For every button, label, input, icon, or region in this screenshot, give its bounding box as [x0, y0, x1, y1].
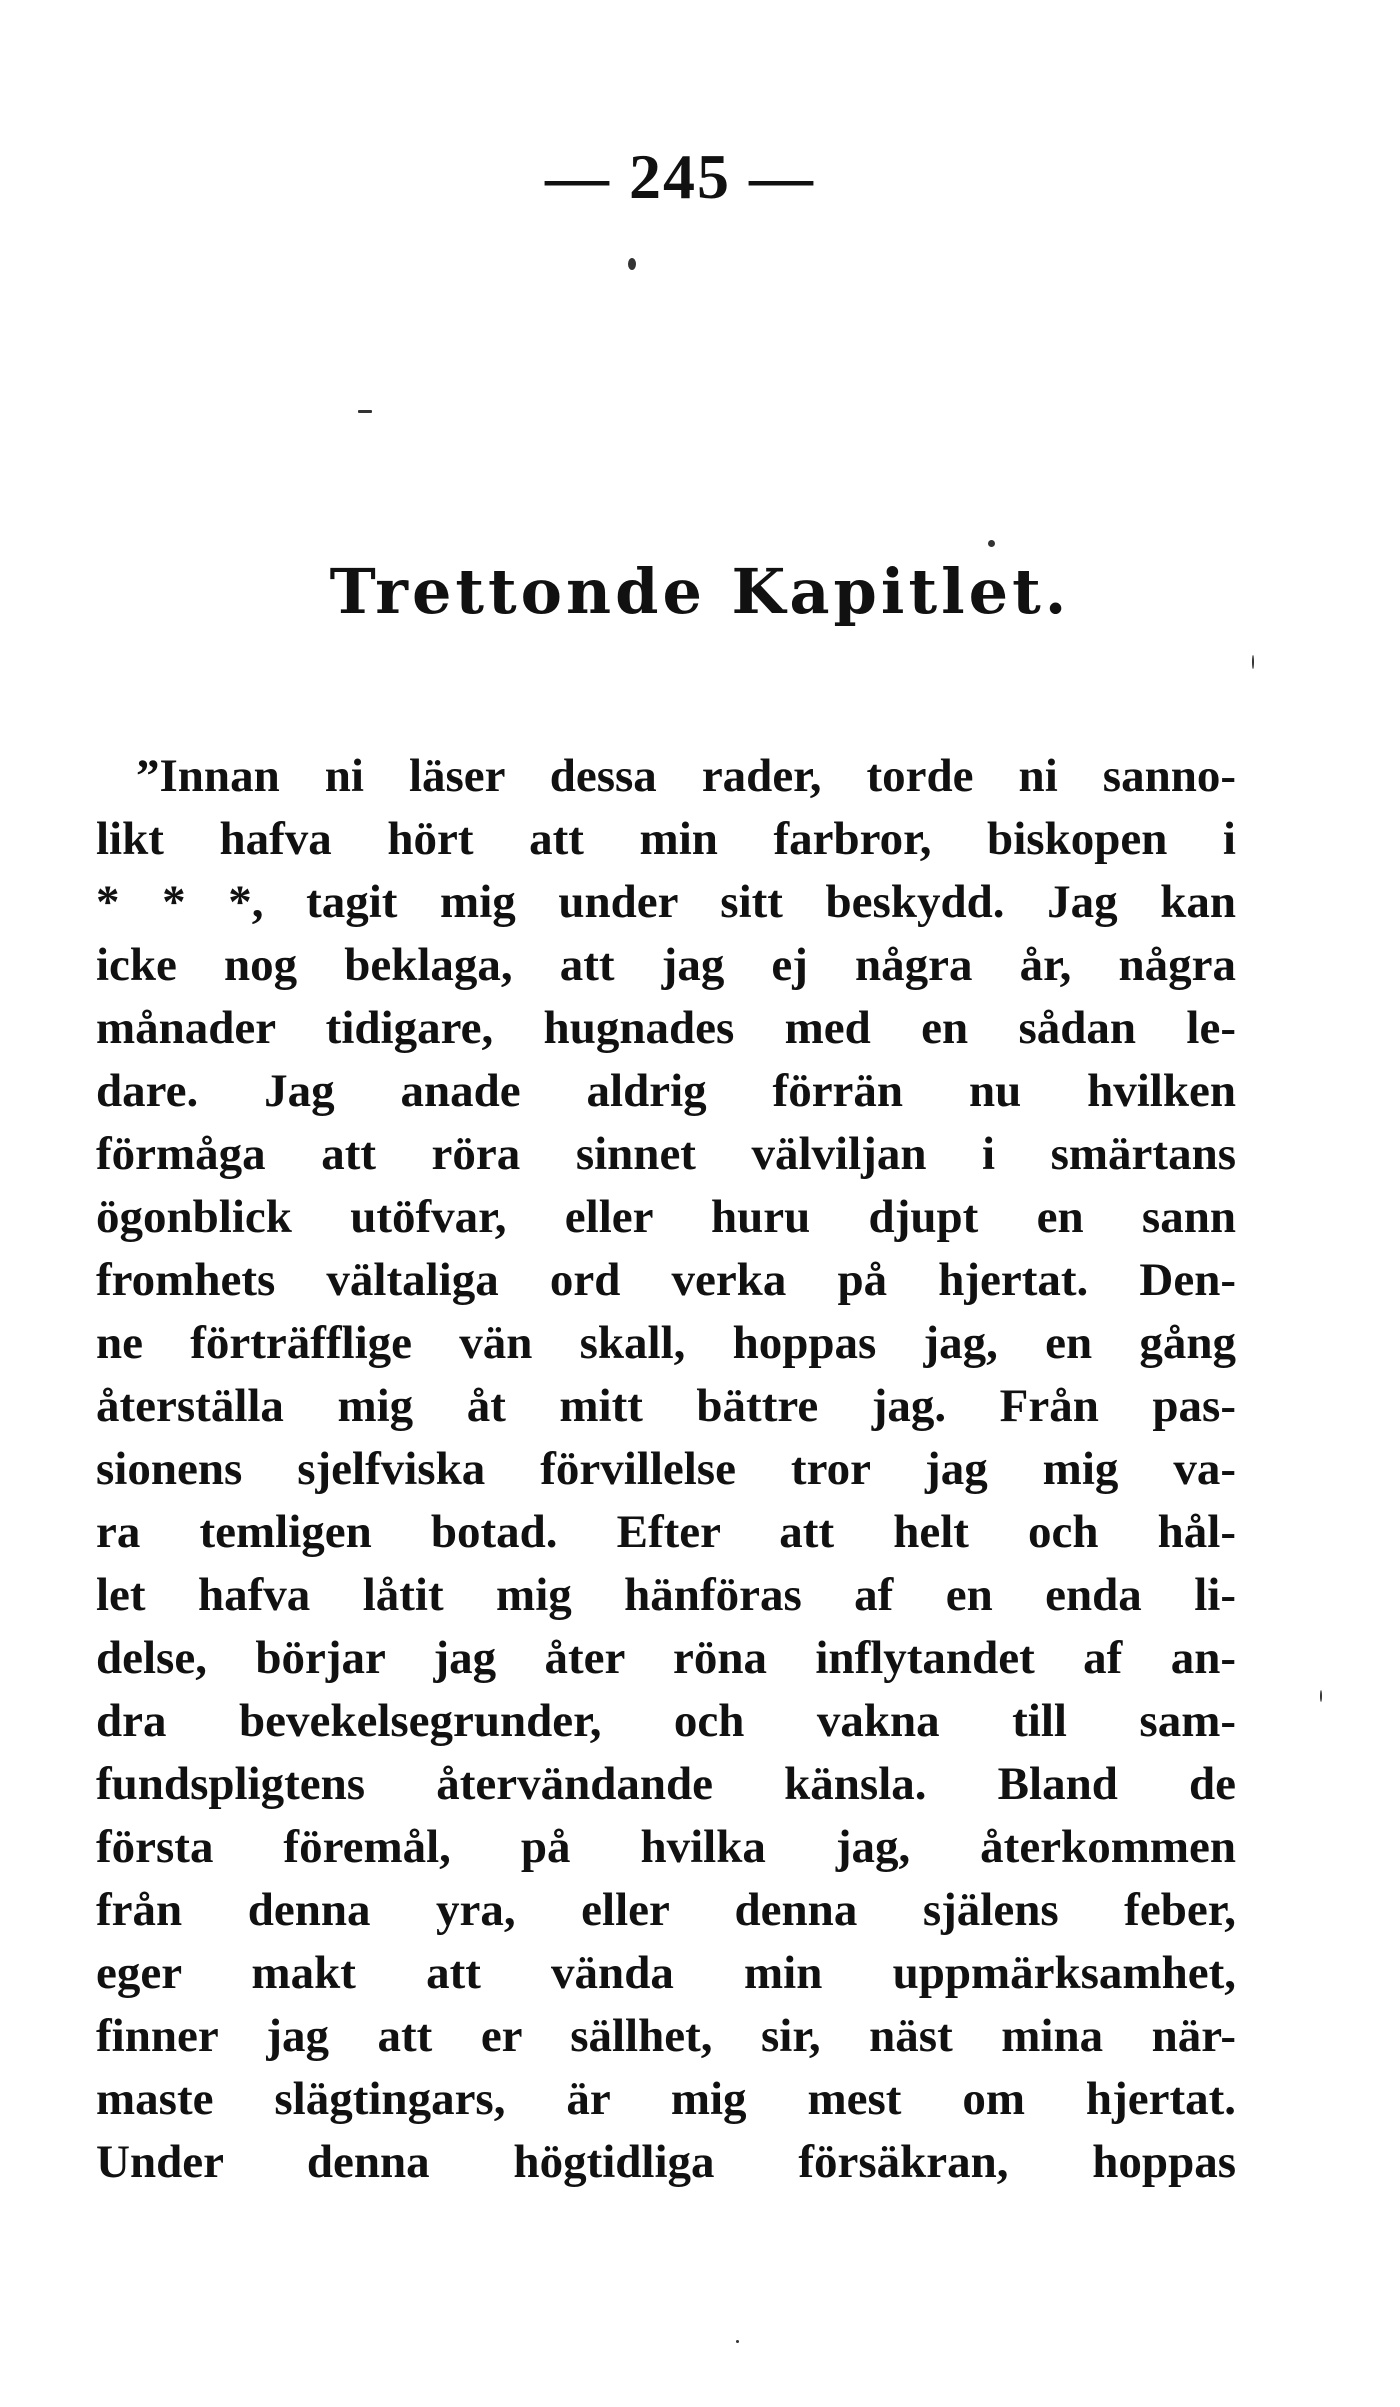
text-line: första föremål, på hvilka jag, återkommen [96, 1821, 1236, 1873]
text-line: dare. Jag anade aldrig förrän nu hvilken [96, 1065, 1236, 1117]
text-line: förmåga att röra sinnet välviljan i smärtans [96, 1128, 1236, 1180]
text-line: delse, börjar jag åter röna inflytandet af an- [96, 1632, 1236, 1684]
text-line: Under denna högtidliga försäkran, hoppas [96, 2136, 1236, 2188]
page-number: — 245 — [545, 141, 815, 212]
text-line: från denna yra, eller denna själens feber, [96, 1884, 1236, 1936]
text-line: fundspligtens återvändande känsla. Bland de [96, 1758, 1236, 1810]
print-speck [358, 410, 372, 413]
print-speck [1252, 655, 1254, 669]
text-line: ”Innan ni läser dessa rader, torde ni sanno- [136, 750, 1236, 802]
text-line: ra temligen botad. Efter att helt och hål- [96, 1506, 1236, 1558]
text-line: ne förträfflige vän skall, hoppas jag, en gång [96, 1317, 1236, 1369]
chapter-title: Trettonde Kapitlet. [329, 555, 1071, 628]
text-line: maste slägtingars, är mig mest om hjertat. [96, 2073, 1236, 2125]
text-line: icke nog beklaga, att jag ej några år, några [96, 939, 1236, 991]
text-line: återställa mig åt mitt bättre jag. Från pas- [96, 1380, 1236, 1432]
text-line: eger makt att vända min uppmärksamhet, [96, 1947, 1236, 1999]
chapter-body [96, 745, 1236, 2194]
text-line: likt hafva hört att min farbror, biskopen i [96, 813, 1236, 865]
print-speck [628, 258, 636, 270]
text-line: * * *, tagit mig under sitt beskydd. Jag kan [96, 876, 1236, 928]
print-speck [1320, 1690, 1322, 1702]
print-speck [988, 540, 995, 547]
print-speck [736, 2340, 739, 2343]
text-line: let hafva låtit mig hänföras af en enda li- [96, 1569, 1236, 1621]
text-line: sionens sjelfviska förvillelse tror jag mig va- [96, 1443, 1236, 1495]
text-line: dra bevekelsegrunder, och vakna till sam- [96, 1695, 1236, 1747]
text-line: fromhets vältaliga ord verka på hjertat. Den- [96, 1254, 1236, 1306]
text-line: ögonblick utöfvar, eller huru djupt en sann [96, 1191, 1236, 1243]
text-line: månader tidigare, hugnades med en sådan le- [96, 1002, 1236, 1054]
text-line: finner jag att er sällhet, sir, näst mina när- [96, 2010, 1236, 2062]
